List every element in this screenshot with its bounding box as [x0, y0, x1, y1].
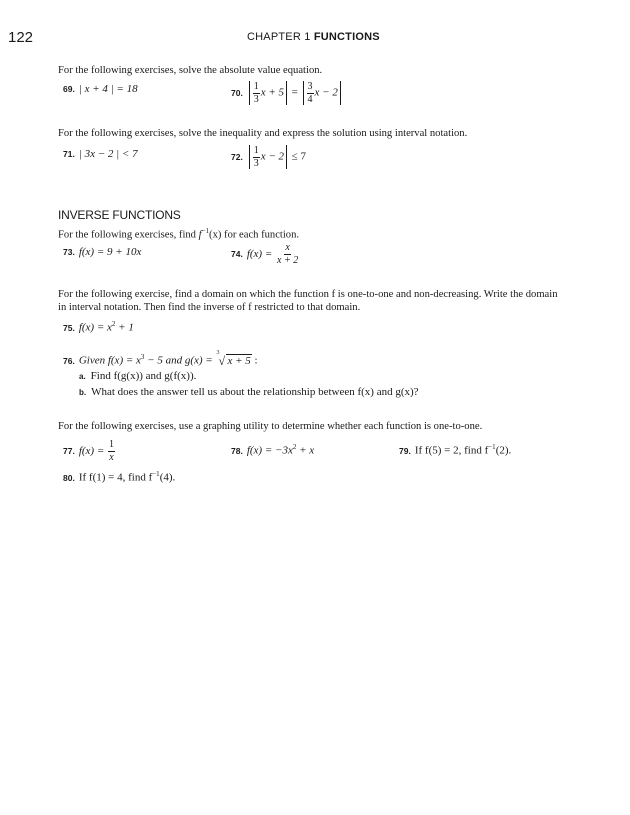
exercise-74: 74. f(x) = $\frac{x}{x + 2}$: [231, 242, 299, 266]
abs-bar: [286, 81, 287, 105]
chapter-label: CHAPTER 1: [247, 31, 311, 43]
exercise-number: 74.: [231, 249, 243, 260]
exercise-73: [63, 246, 141, 258]
chapter-heading: [247, 31, 380, 43]
exercise-80: 80. If f(1) = 4, find $f^{-1}(4)$.: [63, 470, 176, 484]
exercise-number: 71.: [63, 149, 75, 159]
instruction-domain-line2: in interval notation. Then find the inverse of f restricted to that domain.: [58, 302, 361, 313]
instruction-inequality: For the following exercises, solve the inequality and express the solution using interval notation.: [58, 128, 468, 139]
instruction-graphing: For the following exercises, use a graphing utility to determine whether each function is one-to-one.: [58, 421, 483, 432]
cube-root: 3 √ x + 5: [216, 349, 251, 368]
abs-bar: [303, 81, 304, 105]
radical-sign: √: [218, 353, 226, 368]
instruction-domain-line1: For the following exercise, find a domain on which the function f is one-to-one and non-decreasing. Write the domain: [58, 289, 558, 300]
exercise-70: 70. $\frac{1}{3}$ x + 5 = $\frac{3}{4}$ x − 2: [231, 80, 338, 105]
exercise-76: 76. Given $f(x) = x^3 - 5$ and g(x) = 3 √ x + 5 :: [63, 349, 258, 368]
part-label: a.: [79, 372, 86, 381]
exercise-number: 77.: [63, 446, 75, 457]
fraction: $\frac{3}{4}$: [307, 80, 313, 105]
exercise-75: 75. $f(x) = x^2 + 1$: [63, 320, 134, 334]
part-label: b.: [79, 388, 87, 397]
exercise-76b: b. What does the answer tell us about the relationship between f(x) and g(x)?: [79, 386, 419, 398]
exercise-number: 72.: [231, 151, 243, 162]
abs-bar: [249, 145, 250, 169]
exercise-number: 79.: [399, 445, 411, 456]
exercise-72: 72. $\frac{1}{3}$ x − 2 ≤ 7: [231, 144, 306, 169]
instruction-inverse: For the following exercises, find $f^{-1}(x)$ for each function.: [58, 227, 300, 241]
exercise-expression: | x + 4 | = 18: [78, 83, 138, 95]
exercise-69: [63, 83, 138, 95]
exercise-76a: a. Find f(g(x)) and g(f(x)).: [79, 370, 197, 382]
exercise-expression: | 3x − 2 | < 7: [78, 148, 138, 160]
fraction: $\frac{1}{x}$: [109, 439, 115, 463]
section-title: INVERSE FUNCTIONS: [58, 208, 181, 222]
instruction-abs-eq: For the following exercises, solve the absolute value equation.: [58, 65, 323, 76]
page-number: 122: [8, 29, 34, 46]
fraction: $\frac{1}{3}$: [253, 80, 259, 105]
chapter-title: FUNCTIONS: [313, 31, 380, 43]
abs-bar: [286, 145, 287, 169]
exercise-expression: f(x) = 9 + 10x: [78, 246, 142, 258]
abs-bar: [340, 81, 341, 105]
exercise-number: 70.: [231, 87, 243, 98]
exercise-79: 79. If f(5) = 2, find $f^{-1}(2)$.: [399, 443, 512, 457]
fraction: $\frac{1}{3}$: [253, 144, 259, 169]
exercise-number: 75.: [63, 322, 75, 333]
exercise-71: [63, 148, 138, 160]
abs-bar: [249, 81, 250, 105]
fraction: $\frac{x}{x + 2}$: [277, 242, 299, 266]
exercise-number: 69.: [63, 84, 75, 94]
exercise-77: 77. f(x) = $\frac{1}{x}$: [63, 439, 115, 463]
exercise-number: 78.: [231, 445, 243, 456]
exercise-number: 76.: [63, 355, 75, 366]
exercise-number: 73.: [63, 247, 75, 257]
exercise-78: 78. $f(x) = -3x^2 + x$: [231, 443, 315, 457]
exercise-number: 80.: [63, 472, 75, 483]
